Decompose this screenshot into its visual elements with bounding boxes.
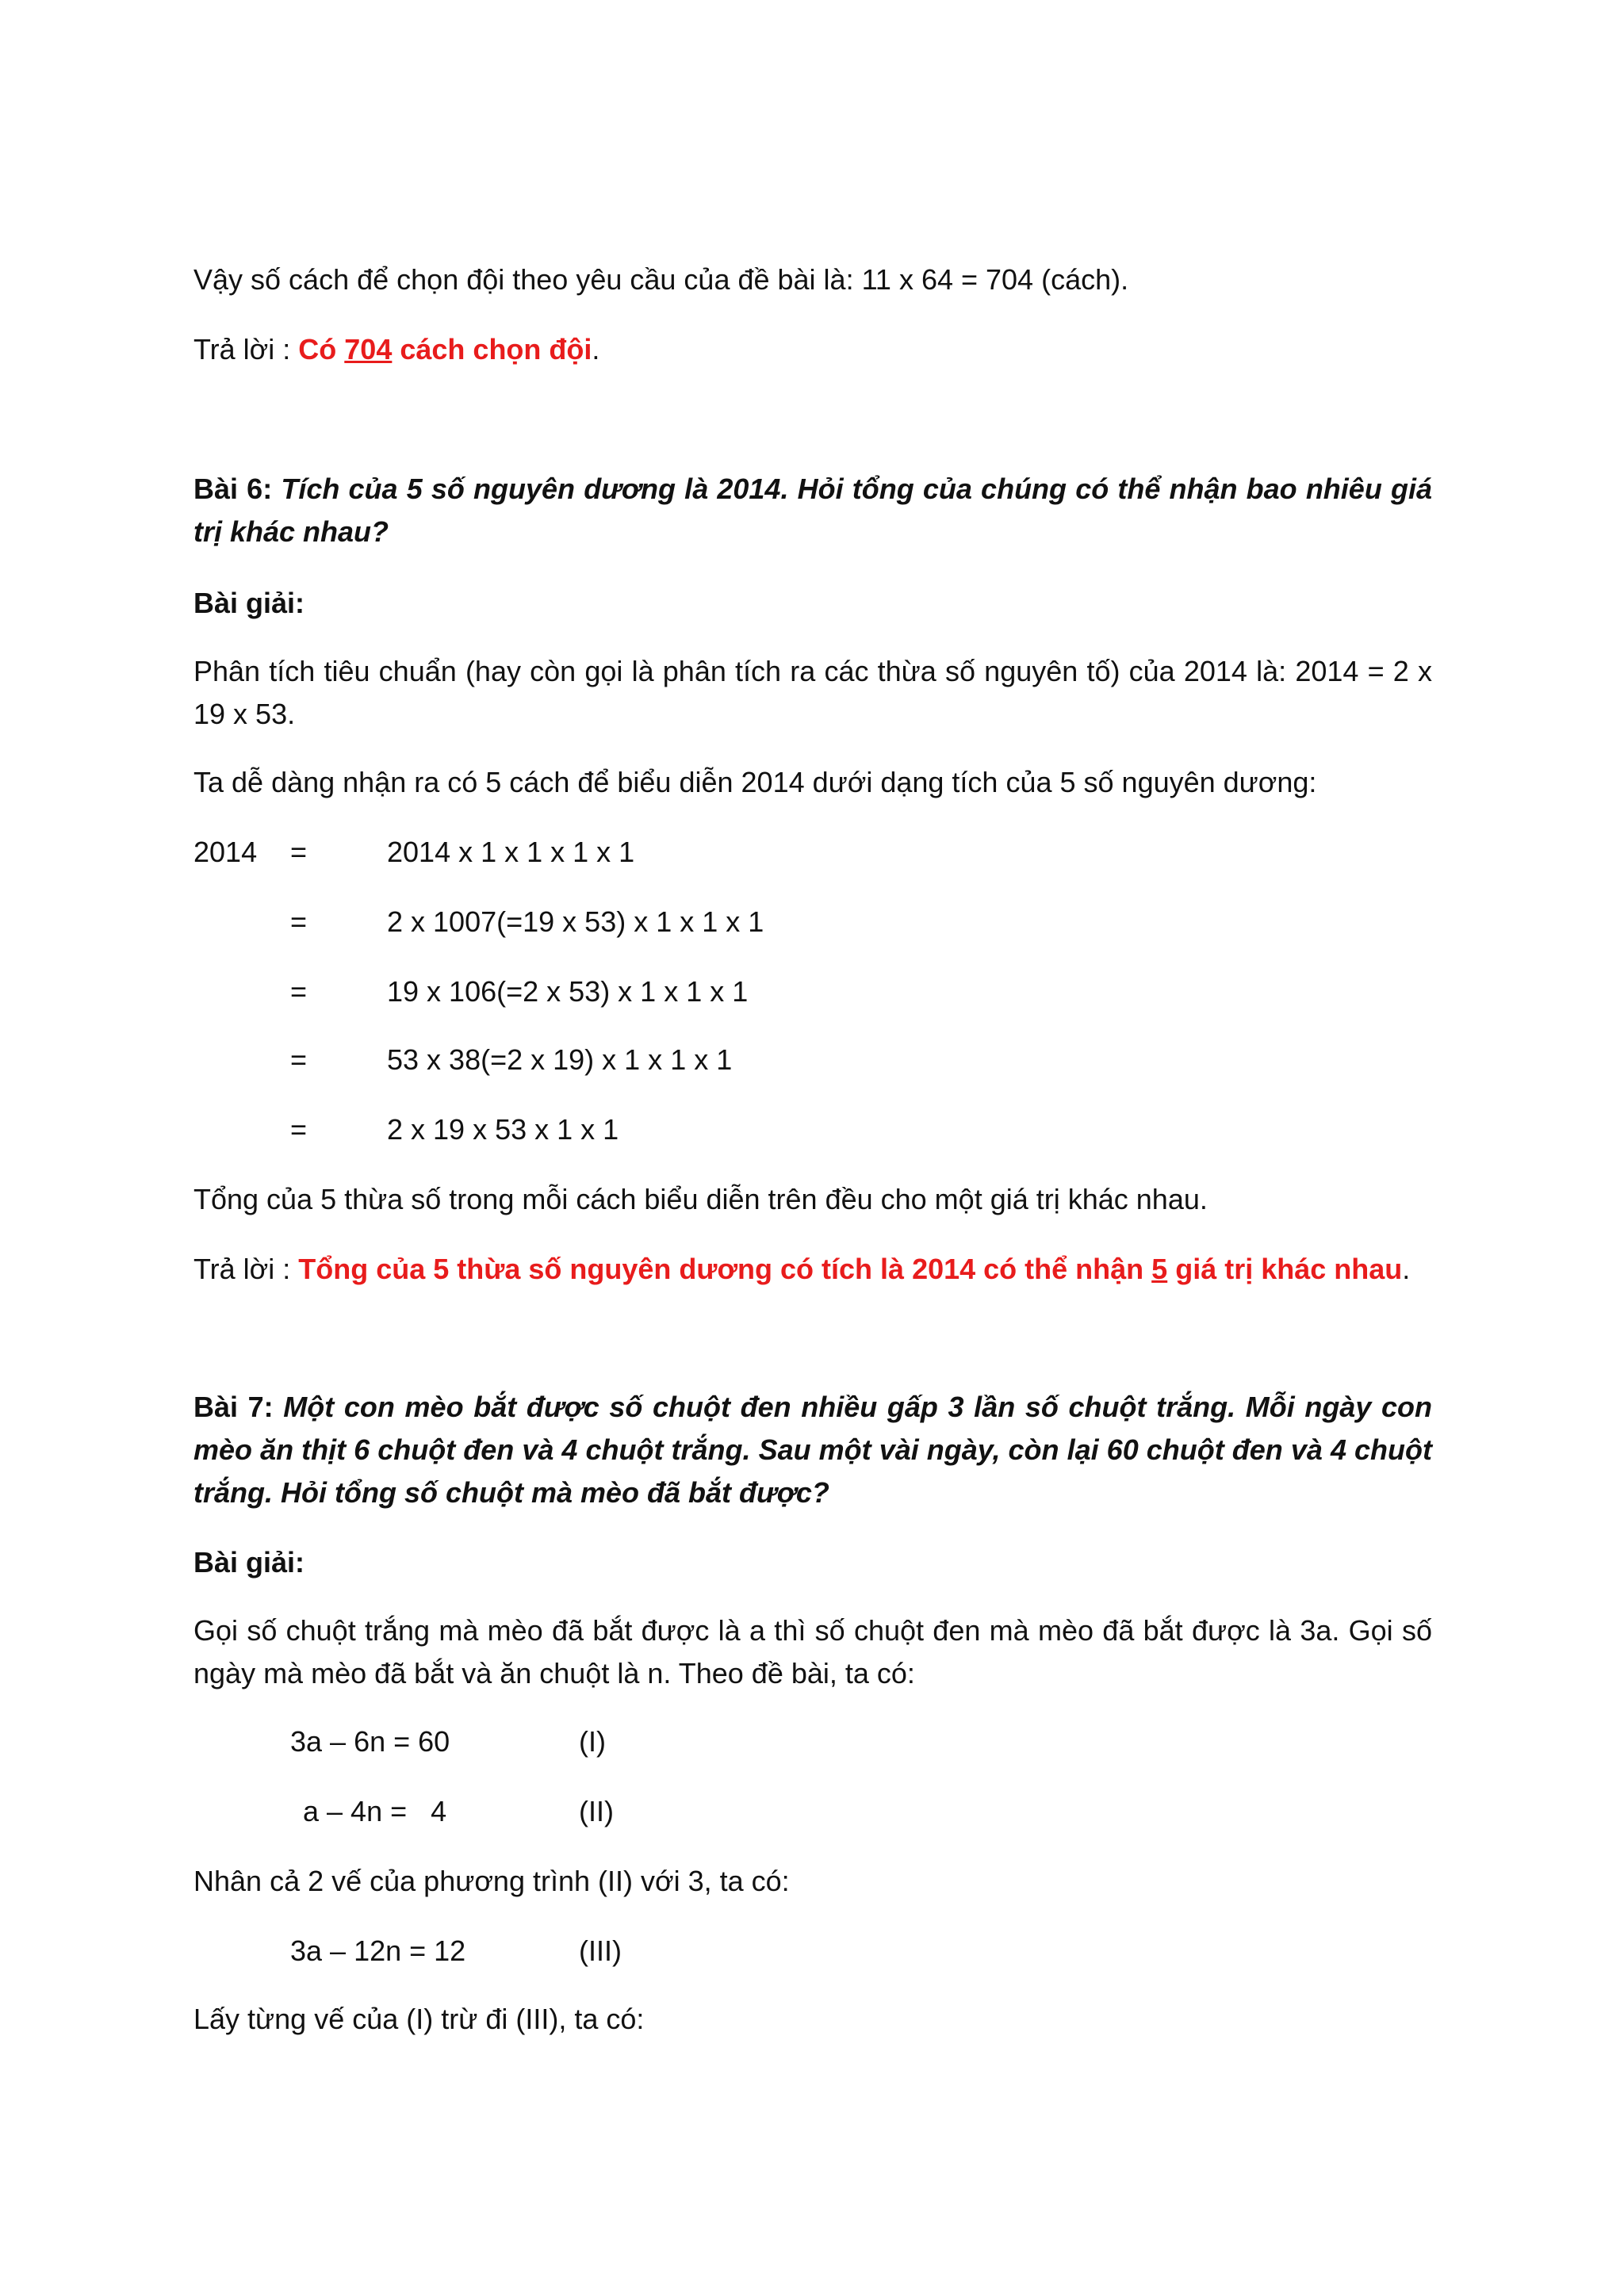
- problem-label: Bài 7:: [193, 1391, 274, 1423]
- equals-sign: =: [290, 1043, 308, 1076]
- problem-question: Một con mèo bắt được số chuột đen nhiều gấp 3 lần số chuột trắng. Mỗi ngày con mèo ăn thịt 6 chuột đen và 4 chuột trắng. Sau một vài ngày, còn lại 60 chuột đen và 4 chuột trắng. Hỏi tổng số chuột mà mèo đã bắt được?: [193, 1391, 1432, 1509]
- answer-prefix: Trả lời :: [193, 1253, 299, 1285]
- problem-7-heading: [193, 1386, 1432, 1514]
- problem-question: Tích của 5 số nguyên dương là 2014. Hỏi tổng của chúng có thể nhận bao nhiêu giá trị khác nhau?: [193, 473, 1432, 548]
- answer-line: [193, 328, 599, 371]
- equation-row: 53 x 38(=2 x 19) x 1 x 1 x 1: [387, 1043, 733, 1076]
- problem-6-heading: [193, 468, 1432, 553]
- paragraph: Vậy số cách để chọn đội theo yêu cầu của đề bài là: 11 x 64 = 704 (cách).: [193, 263, 1129, 296]
- answer-line: [193, 1248, 1410, 1291]
- equals-sign: =: [290, 1113, 308, 1146]
- answer-prefix: Trả lời :: [193, 333, 299, 365]
- equals-sign: =: [290, 905, 308, 938]
- answer-text: cách chọn đội: [392, 333, 592, 365]
- equation-row: 19 x 106(=2 x 53) x 1 x 1 x 1: [387, 975, 749, 1008]
- answer-number: 5: [1151, 1253, 1168, 1285]
- equation-tag: (II): [579, 1795, 614, 1827]
- paragraph: Ta dễ dàng nhận ra có 5 cách để biểu diễn 2014 dưới dạng tích của 5 số nguyên dương:: [193, 766, 1317, 798]
- answer-text: giá trị khác nhau: [1167, 1253, 1403, 1285]
- answer-end: .: [1402, 1253, 1411, 1285]
- equation-row: 2 x 1007(=19 x 53) x 1 x 1 x 1: [387, 905, 764, 938]
- solution-heading: Bài giải:: [193, 587, 305, 619]
- equation-row: 2014 x 1 x 1 x 1 x 1: [387, 836, 635, 868]
- paragraph: Gọi số chuột trắng mà mèo đã bắt được là a thì số chuột đen mà mèo đã bắt được là 3a. Gọi số ngày mà mèo đã bắt và ăn chuột là n. Theo đề bài, ta có:: [193, 1614, 1432, 1689]
- answer-text: Tổng của 5 thừa số nguyên dương có tích là 2014 có thể nhận: [298, 1253, 1152, 1285]
- equation-expr: a – 4n = 4: [303, 1795, 447, 1827]
- paragraph: Lấy từng vế của (I) trừ đi (III), ta có:: [193, 2003, 645, 2035]
- equation-expr: 3a – 12n = 12: [290, 1934, 466, 1967]
- equation-expr: 3a – 6n = 60: [290, 1725, 450, 1758]
- paragraph: Nhân cả 2 vế của phương trình (II) với 3, ta có:: [193, 1865, 790, 1897]
- answer-highlight: [298, 333, 592, 365]
- solution-heading: Bài giải:: [193, 1546, 305, 1578]
- equals-sign: =: [290, 975, 308, 1008]
- answer-highlight: [298, 1253, 1402, 1285]
- answer-end: .: [592, 333, 600, 365]
- equation-tag: (III): [579, 1934, 622, 1967]
- equals-sign: =: [290, 836, 308, 868]
- equation-row: 2 x 19 x 53 x 1 x 1: [387, 1113, 619, 1146]
- equation-tag: (I): [579, 1725, 606, 1758]
- answer-text: Có: [298, 333, 345, 365]
- equation-lhs: 2014: [193, 836, 258, 868]
- problem-label: Bài 6:: [193, 473, 273, 505]
- answer-number: 704: [344, 333, 393, 365]
- paragraph: Phân tích tiêu chuẩn (hay còn gọi là phân tích ra các thừa số nguyên tố) của 2014 là: 2014 = 2 x 19 x 53.: [193, 655, 1432, 730]
- paragraph: Tổng của 5 thừa số trong mỗi cách biểu diễn trên đều cho một giá trị khác nhau.: [193, 1183, 1208, 1215]
